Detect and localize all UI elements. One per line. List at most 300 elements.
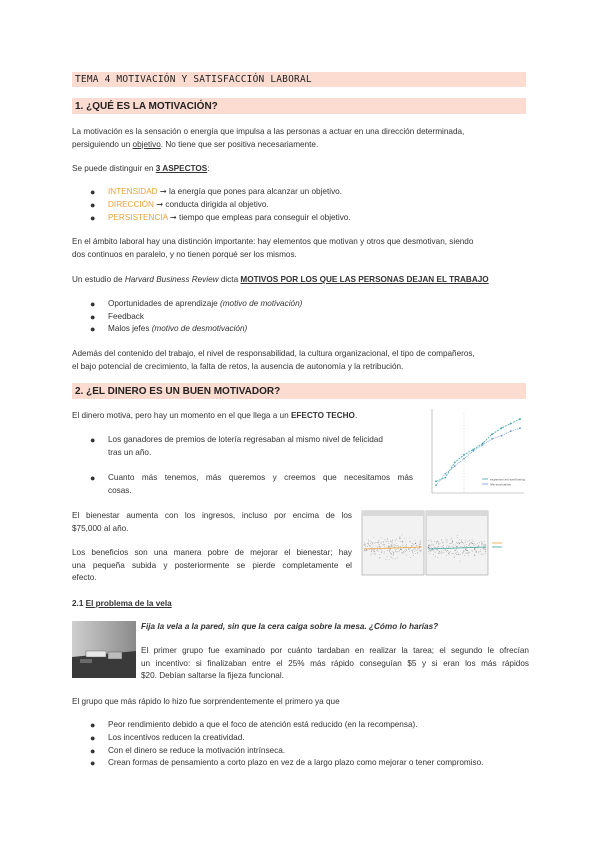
- scatter-point: [485, 544, 486, 545]
- text-line: $20. Debían saltarse la fijeza funcional.: [141, 671, 284, 680]
- scatter-point: [428, 545, 429, 546]
- scatter-point: [433, 554, 434, 555]
- scatter-point: [481, 544, 482, 545]
- scatter-point: [390, 553, 391, 554]
- scatter-point: [415, 550, 416, 551]
- scatter-point: [438, 553, 439, 554]
- scatter-point: [420, 550, 421, 551]
- scatter-point: [459, 553, 460, 554]
- scatter-point: [379, 546, 380, 547]
- scatter-point: [371, 551, 372, 552]
- scatter-panel-left: [362, 511, 424, 575]
- scatter-point: [428, 546, 429, 547]
- scatter-point: [410, 548, 411, 549]
- scatter-point: [384, 544, 385, 545]
- scatter-point: [406, 550, 407, 551]
- scatter-point: [443, 547, 444, 548]
- scatter-point: [450, 551, 451, 552]
- scatter-point: [430, 546, 431, 547]
- paragraph-harvard: [72, 274, 528, 287]
- scatter-point: [379, 554, 380, 555]
- bullet-icon: ●: [90, 312, 96, 322]
- scatter-point: [469, 545, 470, 546]
- data-point: [491, 438, 493, 440]
- scatter-point: [402, 535, 403, 536]
- scatter-point: [473, 541, 474, 542]
- scatter-point: [391, 545, 392, 546]
- scatter-point: [472, 550, 473, 551]
- scatter-point: [475, 550, 476, 551]
- list-item-reason: [90, 298, 303, 311]
- arrow-icon: ➞: [169, 213, 177, 222]
- scatter-point: [417, 552, 418, 553]
- scatter-point: [406, 542, 407, 543]
- arrow-icon: ➞: [156, 200, 164, 209]
- scatter-point: [388, 547, 389, 548]
- scatter-point: [370, 546, 371, 547]
- scatter-point: [457, 554, 458, 555]
- scatter-point: [430, 545, 431, 546]
- scatter-point: [406, 544, 407, 545]
- paragraph-laboral: [72, 236, 528, 261]
- scatter-point: [368, 542, 369, 543]
- scatter-point: [478, 552, 479, 553]
- scatter-point: [448, 553, 449, 554]
- scatter-point: [368, 543, 369, 544]
- reason-note: (motivo de desmotivación): [151, 324, 248, 333]
- scatter-point: [395, 550, 396, 551]
- scatter-point: [387, 550, 388, 551]
- text: .: [354, 411, 358, 420]
- scatter-point: [392, 546, 393, 547]
- scatter-point: [409, 549, 410, 550]
- scatter-point: [404, 550, 405, 551]
- scatter-point: [466, 548, 467, 549]
- scatter-point: [454, 557, 455, 558]
- scatter-point: [457, 552, 458, 553]
- scatter-point: [403, 552, 404, 553]
- scatter-point: [466, 553, 467, 554]
- text-line: tras un año.: [108, 447, 152, 457]
- scatter-point: [378, 542, 379, 543]
- scatter-point: [439, 551, 440, 552]
- scatter-point: [415, 540, 416, 541]
- scatter-point: [431, 550, 432, 551]
- scatter-point: [399, 551, 400, 552]
- scatter-point: [446, 555, 447, 556]
- scatter-point: [420, 542, 421, 543]
- scatter-point: [390, 550, 391, 551]
- scatter-point: [483, 546, 484, 547]
- scatter-point: [399, 550, 400, 551]
- section-heading-motivacion: [72, 98, 526, 114]
- scatter-point: [405, 549, 406, 550]
- scatter-point: [433, 544, 434, 545]
- scatter-point: [432, 549, 433, 550]
- text-line: efecto.: [72, 573, 97, 582]
- scatter-point: [434, 551, 435, 552]
- scatter-point: [447, 541, 448, 542]
- result-text: Crean formas de pensamiento a corto plazo en vez de a largo plazo como mejorar o tener compromiso.: [108, 758, 484, 767]
- bullet-icon: ●: [90, 324, 96, 334]
- scatter-point: [406, 555, 407, 556]
- scatter-point: [449, 546, 450, 547]
- scatter-point: [364, 550, 365, 551]
- scatter-point: [394, 544, 395, 545]
- scatter-point: [373, 542, 374, 543]
- list-item-result: [90, 745, 286, 758]
- scatter-point: [401, 549, 402, 550]
- scatter-point: [377, 542, 378, 543]
- scatter-point: [400, 549, 401, 550]
- scatter-point: [378, 546, 379, 547]
- scatter-point: [402, 545, 403, 546]
- text: Un estudio de: [72, 275, 125, 284]
- scatter-point: [392, 551, 393, 552]
- scatter-point: [451, 543, 452, 544]
- scatter-point: [419, 548, 420, 549]
- scatter-point: [415, 548, 416, 549]
- scatter-point: [436, 542, 437, 543]
- scatter-point: [444, 552, 445, 553]
- scatter-point: [467, 541, 468, 542]
- scatter-point: [457, 535, 458, 536]
- scatter-point: [394, 546, 395, 547]
- scatter-point: [447, 539, 448, 540]
- text-line: Además del contenido del trabajo, el nivel de responsabilidad, la cultura organizacional, el tipo de compañeros,: [72, 349, 475, 358]
- data-point: [454, 462, 456, 464]
- scatter-point: [440, 553, 441, 554]
- scatter-point: [479, 542, 480, 543]
- arrow-icon: ➞: [159, 187, 167, 196]
- scatter-point: [381, 542, 382, 543]
- aspect-desc: la energía que pones para alcanzar un objetivo.: [166, 187, 342, 196]
- scatter-point: [441, 546, 442, 547]
- scatter-point: [419, 548, 420, 549]
- scatter-point: [446, 540, 447, 541]
- scatter-point: [392, 541, 393, 542]
- scatter-point: [435, 547, 436, 548]
- scatter-point: [403, 545, 404, 546]
- reason-note: (motivo de motivación): [219, 299, 303, 308]
- scatter-point: [434, 541, 435, 542]
- scatter-point: [441, 539, 442, 540]
- scatter-point: [460, 542, 461, 543]
- scatter-point: [474, 554, 475, 555]
- bullet-icon: ●: [90, 213, 96, 223]
- scatter-point: [403, 551, 404, 552]
- scatter-point: [436, 543, 437, 544]
- text: dicta: [218, 275, 241, 284]
- bullet-icon: ●: [90, 200, 96, 210]
- scatter-point: [485, 549, 486, 550]
- list-item-aspect: [90, 186, 342, 199]
- scatter-point: [435, 556, 436, 557]
- aspect-name: INTENSIDAD: [108, 187, 158, 196]
- scatter-point: [464, 546, 465, 547]
- scatter-point: [402, 541, 403, 542]
- scatter-point: [484, 549, 485, 550]
- scatter-point: [390, 553, 391, 554]
- scatter-point: [431, 541, 432, 542]
- scatter-point: [450, 543, 451, 544]
- bold-underlined-text: 3 ASPECTOS: [155, 164, 208, 173]
- scatter-point: [443, 545, 444, 546]
- scatter-point: [461, 542, 462, 543]
- scatter-point: [402, 554, 403, 555]
- scatter-point: [412, 543, 413, 544]
- bullet-icon: ●: [90, 435, 96, 445]
- text: :: [207, 164, 210, 173]
- candle-problem-image: [72, 621, 136, 678]
- scatter-point: [451, 539, 452, 540]
- scatter-point: [389, 550, 390, 551]
- data-point: [482, 444, 484, 446]
- scatter-point: [483, 545, 484, 546]
- scatter-point: [468, 545, 469, 546]
- scatter-point: [412, 546, 413, 547]
- scatter-point: [405, 545, 406, 546]
- text: . No tiene que ser positiva necesariamente.: [160, 139, 319, 149]
- scatter-point: [400, 537, 401, 538]
- list-item-more: [90, 472, 413, 497]
- scatter-point: [380, 547, 381, 548]
- scatter-point: [457, 547, 458, 548]
- scatter-point: [405, 538, 406, 539]
- scatter-point: [462, 553, 463, 554]
- scatter-point: [431, 547, 432, 548]
- scatter-point: [395, 559, 396, 560]
- text-line: el bajo potencial de crecimiento, la falta de retos, la ausencia de autonomía y la retribución.: [72, 361, 404, 371]
- scatter-point: [412, 550, 413, 551]
- scatter-point: [442, 546, 443, 547]
- scatter-point: [473, 543, 474, 544]
- scatter-point: [408, 548, 409, 549]
- scatter-point: [398, 545, 399, 546]
- scatter-point: [387, 556, 388, 557]
- scatter-point: [415, 543, 416, 544]
- text-line: En el ámbito laboral hay una distinción importante: hay elementos que motivan y otros que desmotivan, siendo: [72, 237, 474, 246]
- scatter-point: [458, 554, 459, 555]
- data-point: [491, 433, 493, 435]
- scatter-point: [457, 543, 458, 544]
- scatter-point: [379, 544, 380, 545]
- scatter-point: [370, 543, 371, 544]
- scatter-point: [397, 546, 398, 547]
- bullet-icon: ●: [90, 733, 96, 743]
- scatter-point: [378, 540, 379, 541]
- scatter-point: [421, 550, 422, 551]
- list-item-result: [90, 719, 418, 732]
- scatter-point: [373, 537, 374, 538]
- paragraph-bienestar: [72, 510, 352, 535]
- scatter-point: [446, 547, 447, 548]
- paragraph-efecto-techo: [72, 410, 412, 423]
- scatter-point: [402, 541, 403, 542]
- scatter-point: [398, 546, 399, 547]
- scatter-point: [377, 549, 378, 550]
- scatter-point: [474, 543, 475, 544]
- scatter-point: [390, 541, 391, 542]
- scatter-point: [440, 543, 441, 544]
- paragraph-definition: [72, 126, 528, 151]
- scatter-point: [380, 557, 381, 558]
- scatter-point: [445, 549, 446, 550]
- scatter-point: [476, 552, 477, 553]
- scatter-point: [419, 544, 420, 545]
- scatter-point: [459, 554, 460, 555]
- scatter-point: [467, 550, 468, 551]
- scatter-point: [383, 542, 384, 543]
- scatter-point: [396, 539, 397, 540]
- scatter-point: [410, 537, 411, 538]
- scatter-point: [412, 550, 413, 551]
- bullet-icon: ●: [90, 473, 96, 483]
- scatter-point: [375, 554, 376, 555]
- scatter-point: [374, 553, 375, 554]
- scatter-point: [449, 552, 450, 553]
- scatter-point: [451, 538, 452, 539]
- scatter-point: [380, 541, 381, 542]
- scatter-point: [381, 552, 382, 553]
- scatter-point: [456, 552, 457, 553]
- scatter-point: [420, 540, 421, 541]
- bullet-icon: ●: [90, 746, 96, 756]
- scatter-point: [377, 546, 378, 547]
- section-heading-text: 1. ¿QUÉ ES LA MOTIVACIÓN?: [75, 100, 218, 112]
- scatter-point: [462, 542, 463, 543]
- scatter-point: [400, 546, 401, 547]
- scatter-point: [449, 554, 450, 555]
- scatter-point: [396, 543, 397, 544]
- text-line: Los ganadores de premios de lotería regresaban al mismo nivel de felicidad: [108, 435, 383, 444]
- list-item-result: [90, 732, 245, 745]
- text: Se puede distinguir en: [72, 164, 156, 173]
- scatter-point: [448, 547, 449, 548]
- scatter-point: [438, 544, 439, 545]
- scatter-point: [480, 551, 481, 552]
- aspect-desc: conducta dirigida al objetivo.: [163, 200, 269, 209]
- scatter-point: [456, 549, 457, 550]
- text-line: [72, 139, 528, 152]
- scatter-point: [443, 550, 444, 551]
- subsection-heading-vela: [72, 598, 172, 611]
- scatter-point: [473, 545, 474, 546]
- scatter-point: [411, 546, 412, 547]
- scatter-point: [455, 550, 456, 551]
- scatter-point: [431, 550, 432, 551]
- scatter-point: [472, 543, 473, 544]
- bullet-icon: ●: [90, 720, 96, 730]
- scatter-point: [420, 551, 421, 552]
- candle-question: Fija la vela a la pared, sin que la cera caiga sobre la mesa. ¿Cómo lo harías?: [141, 622, 439, 631]
- scatter-point: [446, 542, 447, 543]
- text-line: Los beneficios son una manera pobre de mejorar el bienestar; hay: [72, 548, 352, 557]
- scatter-point: [368, 540, 369, 541]
- scatter-point: [371, 541, 372, 542]
- scatter-point: [441, 553, 442, 554]
- scatter-point: [389, 549, 390, 550]
- panel-strip-right: [426, 511, 488, 516]
- scatter-point: [405, 553, 406, 554]
- scatter-point: [384, 546, 385, 547]
- scatter-point: [486, 545, 487, 546]
- scatter-point: [467, 553, 468, 554]
- text-line: un incentivo: si finalizaban entre el 25% más rápido conseguían $5 y si eran los más rápidos: [141, 658, 529, 668]
- scatter-point: [456, 542, 457, 543]
- scatter-point: [459, 539, 460, 540]
- scatter-point: [374, 551, 375, 552]
- list-item-reason: [90, 323, 248, 336]
- scatter-point: [388, 541, 389, 542]
- data-point: [519, 427, 521, 429]
- scatter-point: [475, 545, 476, 546]
- scatter-point: [400, 541, 401, 542]
- scatter-point: [436, 543, 437, 544]
- data-point: [454, 465, 456, 467]
- scatter-point: [455, 553, 456, 554]
- scatter-point: [483, 554, 484, 555]
- scatter-point: [413, 553, 414, 554]
- scatter-point: [390, 556, 391, 557]
- scatter-point: [474, 548, 475, 549]
- scatter-point: [465, 550, 466, 551]
- scatter-point: [482, 543, 483, 544]
- scatter-point: [410, 541, 411, 542]
- scatter-point: [465, 548, 466, 549]
- scatter-point: [483, 548, 484, 549]
- scatter-point: [458, 542, 459, 543]
- text-line: El bienestar aumenta con los ingresos, incluso por encima de los: [72, 511, 352, 520]
- scatter-point: [393, 553, 394, 554]
- scatter-point: [420, 543, 421, 544]
- scatter-point: [397, 551, 398, 552]
- scatter-point: [417, 553, 418, 554]
- scatter-point: [464, 551, 465, 552]
- scatter-point: [384, 552, 385, 553]
- scatter-point: [433, 545, 434, 546]
- bullet-icon: ●: [90, 758, 96, 768]
- scatter-point: [411, 557, 412, 558]
- scatter-point: [436, 547, 437, 548]
- scatter-point: [437, 541, 438, 542]
- section-heading-text: 2. ¿EL DINERO ES UN BUEN MOTIVADOR?: [75, 385, 281, 397]
- data-point: [472, 450, 474, 452]
- scatter-point: [393, 554, 394, 555]
- list-item-result: [90, 757, 484, 770]
- reason-text: Malos jefes: [108, 324, 152, 333]
- scatter-point: [454, 550, 455, 551]
- data-point: [435, 481, 437, 483]
- scatter-point: [372, 547, 373, 548]
- scatter-point: [470, 543, 471, 544]
- scatter-point: [368, 544, 369, 545]
- paragraph-factors: [72, 348, 528, 373]
- scatter-point: [481, 541, 482, 542]
- scatter-point: [386, 559, 387, 560]
- scatter-point: [377, 542, 378, 543]
- scatter-point: [372, 542, 373, 543]
- scatter-point: [465, 545, 466, 546]
- scatter-point: [402, 543, 403, 544]
- scatter-point: [381, 543, 382, 544]
- scatter-point: [371, 554, 372, 555]
- data-point: [519, 418, 521, 420]
- underlined-text: objetivo: [132, 139, 161, 149]
- scatter-point: [434, 546, 435, 547]
- data-point: [463, 458, 465, 460]
- scatter-point: [364, 544, 365, 545]
